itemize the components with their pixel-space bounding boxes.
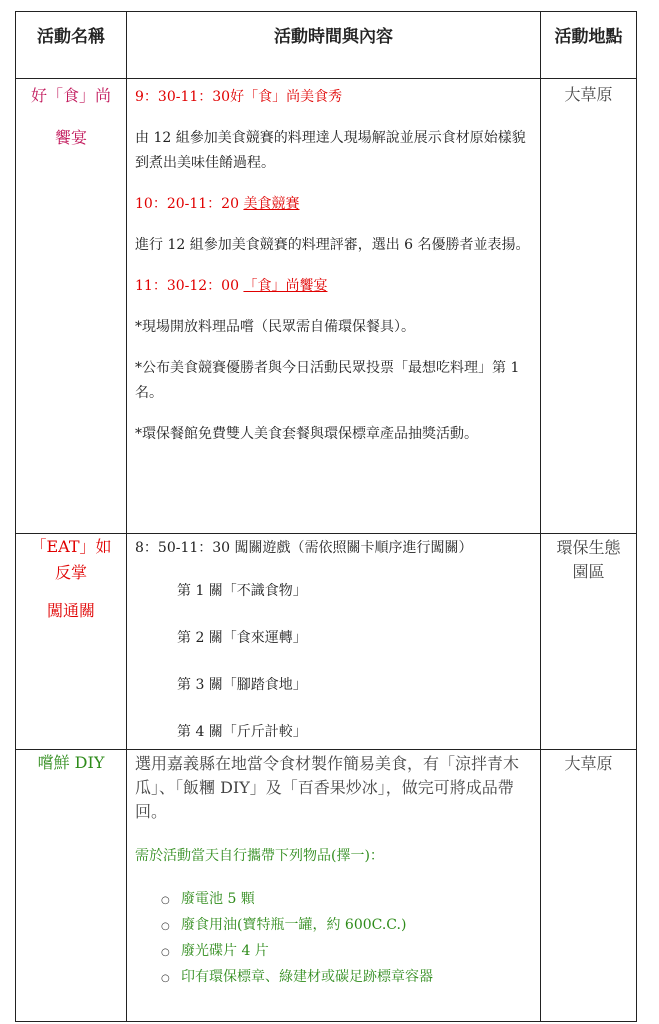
list-item: ○ 印有環保標章、綠建材或碳足跡標章容器 — [161, 965, 532, 991]
circle-bullet-icon: ○ — [161, 973, 170, 984]
session-title: 好「食」尚美食秀 — [230, 89, 343, 105]
activity-name-line: 反掌 — [54, 563, 87, 582]
activity-name-line: 「EAT」如 — [30, 537, 112, 556]
activity-content-cell — [127, 79, 541, 534]
activity-content-cell — [127, 750, 541, 1022]
activity-place-cell: 環保生態園區 — [541, 534, 637, 750]
header-activity-place: 活動地點 — [541, 12, 637, 79]
circle-bullet-icon: ○ — [161, 921, 170, 932]
activity-name-line: 饗宴 — [54, 128, 87, 147]
activity-table — [15, 11, 637, 1022]
activity-name-cell — [16, 534, 127, 750]
session-note: *現場開放料理品嚐（民眾需自備環保餐具）。 — [135, 319, 415, 335]
bring-items-list — [135, 887, 532, 991]
stage-item: 第 4 關「斤斤計較」 — [177, 724, 307, 740]
activity-content-cell — [127, 534, 541, 750]
activity-name-cell — [16, 79, 127, 534]
session-title: 「食」尚饗宴 — [243, 278, 328, 294]
list-item: ○ 廢食用油(寶特瓶一罐，約 600C.C.) — [161, 913, 532, 939]
session-description: 選用嘉義縣在地當令食材製作簡易美食，有「涼拌青木瓜」、「飯糰 DIY」及「百香果炒冰」，做完可將成品帶回。 — [135, 754, 520, 821]
activity-place-cell: 大草原 — [541, 79, 637, 534]
activity-name-line: 好「食」尚 — [30, 86, 111, 105]
session-description: 進行 12 組參加美食競賽的料理評審，選出 6 名優勝者並表揚。 — [135, 237, 530, 253]
activity-place-cell: 大草原 — [541, 750, 637, 1022]
list-item: ○ 廢電池 5 顆 — [161, 887, 532, 913]
time-range: 9：30-11：30 — [135, 89, 231, 105]
table-row — [16, 750, 637, 1022]
activity-name-line: 闖通關 — [46, 601, 95, 620]
list-item: ○ 廢光碟片 4 片 — [161, 939, 532, 965]
stage-item: 第 1 關「不識食物」 — [177, 583, 307, 599]
header-activity-content: 活動時間與內容 — [127, 12, 541, 79]
circle-bullet-icon: ○ — [161, 947, 170, 958]
session-note: *公布美食競賽優勝者與今日活動民眾投票「最想吃料理」第 1 名。 — [135, 360, 520, 401]
stage-item: 第 2 關「食來運轉」 — [177, 630, 307, 646]
session-description: 由 12 組參加美食競賽的料理達人現場解說並展示食材原始樣貌到煮出美味佳餚過程。 — [135, 130, 526, 171]
header-activity-name: 活動名稱 — [16, 12, 127, 79]
session-description: 8：50-11：30 闖關遊戲（需依照關卡順序進行闖關） — [135, 540, 473, 556]
activity-name-cell: 嚐鮮 DIY — [16, 750, 127, 1022]
circle-bullet-icon: ○ — [161, 895, 170, 906]
session-title: 美食競賽 — [243, 196, 300, 212]
table-row — [16, 534, 637, 750]
stage-item: 第 3 關「腳踏食地」 — [177, 677, 307, 693]
table-header-row — [16, 12, 637, 79]
session-note: *環保餐館免費雙人美食套餐與環保標章產品抽獎活動。 — [135, 426, 478, 442]
time-range: 11：30-12：00 — [135, 278, 239, 294]
time-range: 10：20-11：20 — [135, 196, 239, 212]
bring-items-note: 需於活動當天自行攜帶下列物品(擇一)： — [135, 848, 384, 864]
table-row — [16, 79, 637, 534]
